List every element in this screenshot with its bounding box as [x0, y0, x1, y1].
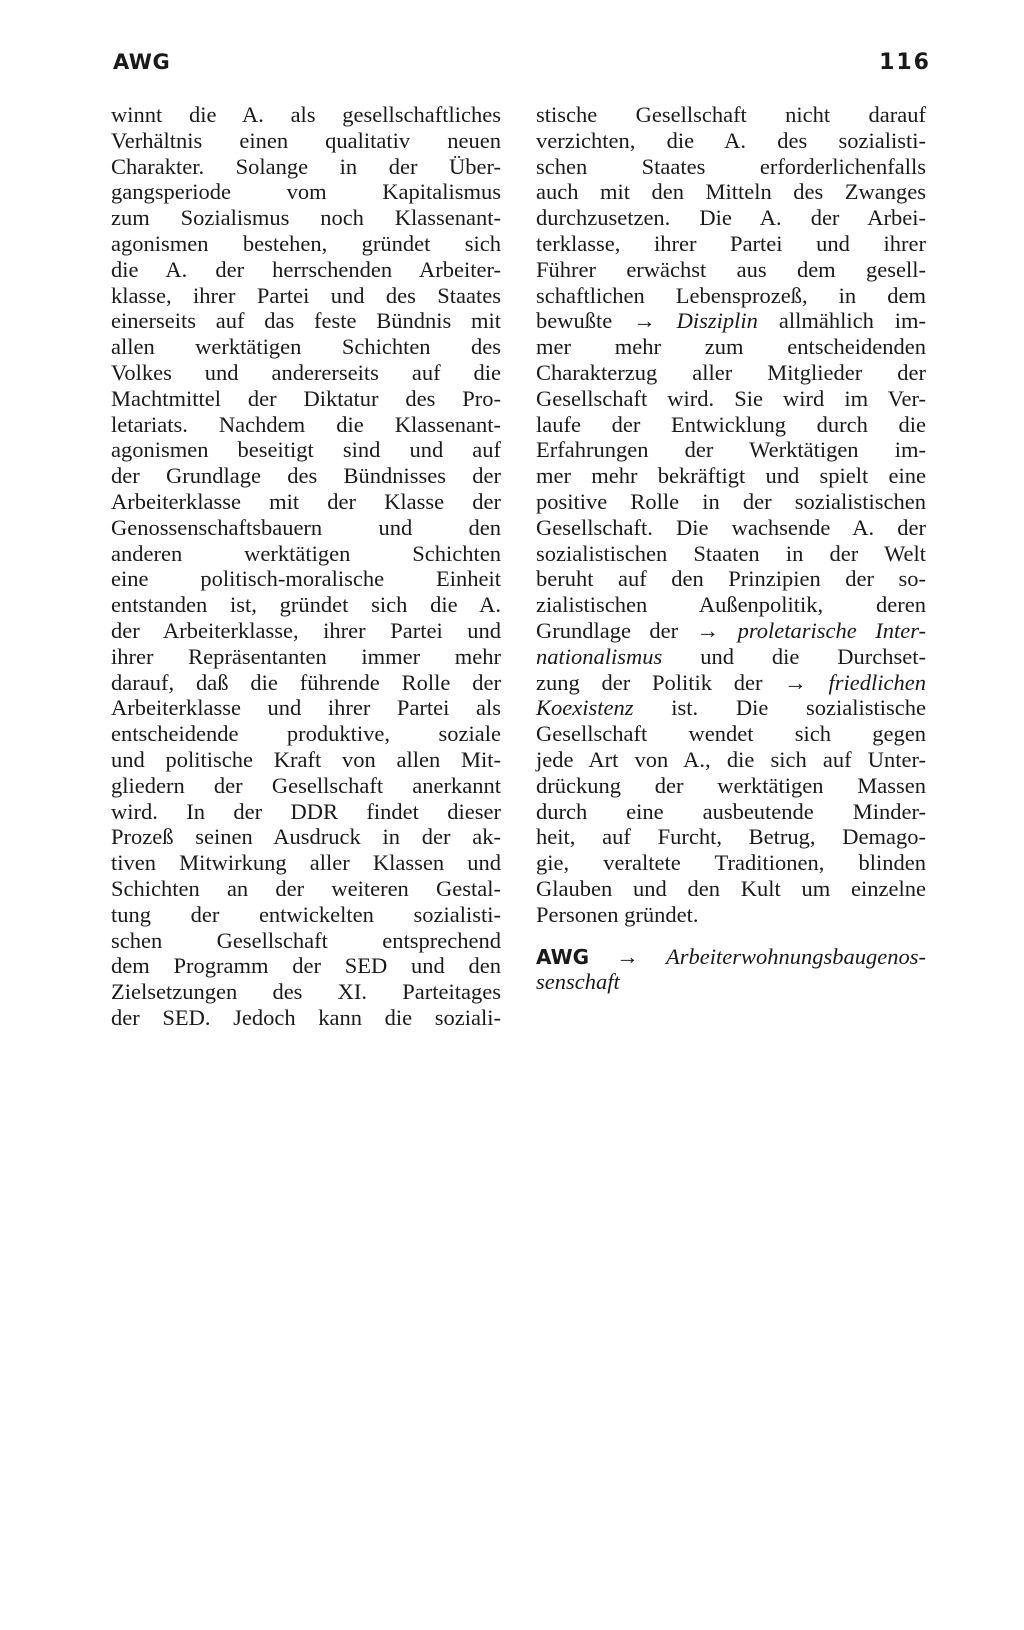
text-line: [536, 644, 926, 670]
line-fragment: ist. Die sozialistische: [671, 695, 927, 721]
text-line: schen Staates erforderlichenfalls: [536, 153, 926, 179]
text-line: anderen werktätigen Schichten: [111, 540, 501, 566]
text-line: ihrer Repräsentanten immer mehr: [111, 643, 501, 669]
text-line: die A. der herrschenden Arbeiter-: [111, 256, 501, 282]
running-head: AWG: [113, 50, 171, 74]
text-line: Führer erwächst aus dem gesell-: [536, 256, 926, 282]
text-line: Gesellschaft. Die wachsende A. der: [536, 514, 926, 540]
line-fragment: zung der Politik der: [536, 669, 763, 695]
text-line: tiven Mitwirkung aller Klassen und: [111, 850, 501, 876]
text-line: Charakter. Solange in der Über-: [111, 153, 501, 179]
page-header: [113, 50, 931, 82]
text-line: laufe der Entwicklung durch die: [536, 411, 926, 437]
text-line: positive Rolle in der sozialistischen: [536, 488, 926, 514]
text-line: jede Art von A., die sich auf Unter-: [536, 746, 926, 772]
text-line: schen Gesellschaft entsprechend: [111, 927, 501, 953]
line-fragment: bewußte: [536, 308, 613, 334]
text-line: stische Gesellschaft nicht darauf: [536, 102, 926, 127]
text-line: Charakterzug aller Mitglieder der: [536, 359, 926, 385]
text-line: entstanden ist, gründet sich die A.: [111, 592, 501, 618]
text-line: Erfahrungen der Werktätigen im-: [536, 437, 926, 463]
text-line: [536, 695, 926, 721]
text-line: eine politisch-moralische Einheit: [111, 566, 501, 592]
left-column: [111, 102, 501, 1031]
entry-line: [536, 944, 926, 970]
text-line: tung der entwickelten sozialisti-: [111, 901, 501, 927]
text-line: entscheidende produktive, soziale: [111, 721, 501, 747]
text-line: darauf, daß die führende Rolle der: [111, 669, 501, 695]
text-line: heit, auf Furcht, Betrug, Demago-: [536, 824, 926, 850]
text-line: drückung der werktätigen Massen: [536, 772, 926, 798]
text-line: und politische Kraft von allen Mit-: [111, 746, 501, 772]
text-line: [536, 618, 926, 644]
text-line: agonismen bestehen, gründet sich: [111, 230, 501, 256]
cross-reference-arbeiterwohnungsbaugenossenschaft-cont[interactable]: senschaft: [536, 969, 620, 995]
right-column: [536, 102, 926, 995]
text-line: auch mit den Mitteln des Zwanges: [536, 179, 926, 205]
text-line: gie, veraltete Traditionen, blinden: [536, 850, 926, 876]
text-line: zialistischen Außenpolitik, deren: [536, 592, 926, 618]
text-line: Volkes und andererseits auf die: [111, 359, 501, 385]
text-line: allen werktätigen Schichten des: [111, 334, 501, 360]
text-line: dem Programm der SED und den: [111, 953, 501, 979]
text-line: Prozeß seinen Ausdruck in der ak-: [111, 824, 501, 850]
text-line: mer mehr bekräftigt und spielt eine: [536, 463, 926, 489]
text-line: zum Sozialismus noch Klassenant-: [111, 205, 501, 231]
text-line: Gesellschaft wendet sich gegen: [536, 721, 926, 747]
text-line: sozialistischen Staaten in der Welt: [536, 540, 926, 566]
text-line: gangsperiode vom Kapitalismus: [111, 179, 501, 205]
entry-line: [536, 969, 926, 995]
text-line: Arbeiterklasse und ihrer Partei als: [111, 695, 501, 721]
text-line: [536, 670, 926, 696]
text-line: der Grundlage des Bündnisses der: [111, 463, 501, 489]
line-fragment: Grundlage der: [536, 617, 679, 643]
text-line: letariats. Nachdem die Klassenant-: [111, 411, 501, 437]
cross-reference-koexistenz-cont[interactable]: Koexistenz: [536, 695, 634, 721]
text-line: winnt die A. als gesellschaftliches: [111, 102, 501, 127]
text-line: beruht auf den Prinzipien der so-: [536, 566, 926, 592]
text-line: Glauben und den Kult um einzelne: [536, 875, 926, 901]
text-line: [536, 308, 926, 334]
text-line: agonismen beseitigt sind und auf: [111, 437, 501, 463]
text-line: Genossenschaftsbauern und den: [111, 514, 501, 540]
dictionary-entry-awg: [536, 944, 926, 996]
cross-reference-internationalismus[interactable]: → proletarische Inter-: [696, 617, 926, 643]
text-line: verzichten, die A. des sozialisti-: [536, 127, 926, 153]
text-line: Gesellschaft wird. Sie wird im Ver-: [536, 385, 926, 411]
page-number: 116: [879, 50, 931, 75]
cross-reference-internationalismus-cont[interactable]: nationalismus: [536, 643, 663, 669]
text-line: schaftlichen Lebensprozeß, in dem: [536, 282, 926, 308]
cross-reference-disziplin[interactable]: → Disziplin: [633, 308, 758, 334]
text-line: klasse, ihrer Partei und des Staates: [111, 282, 501, 308]
arrow-icon: →: [616, 943, 639, 969]
text-line: der SED. Jedoch kann die soziali-: [111, 1004, 501, 1030]
line-fragment: und die Durchset-: [700, 643, 926, 669]
text-line: Machtmittel der Diktatur des Pro-: [111, 385, 501, 411]
cross-reference-arbeiterwohnungsbaugenossenschaft[interactable]: Arbeiterwohnungsbaugenos-: [666, 943, 927, 969]
text-line: einerseits auf das feste Bündnis mit: [111, 308, 501, 334]
text-line: durchzusetzen. Die A. der Arbei-: [536, 205, 926, 231]
text-line: durch eine ausbeutende Minder-: [536, 798, 926, 824]
line-fragment: allmählich im-: [778, 308, 927, 334]
text-line: Verhältnis einen qualitativ neuen: [111, 127, 501, 153]
text-line: der Arbeiterklasse, ihrer Partei und: [111, 617, 501, 643]
entry-term: AWG: [536, 944, 590, 969]
text-line: wird. In der DDR findet dieser: [111, 798, 501, 824]
cross-reference-koexistenz[interactable]: → friedlichen: [784, 669, 926, 695]
text-line: gliedern der Gesellschaft anerkannt: [111, 772, 501, 798]
text-line: Zielsetzungen des XI. Parteitages: [111, 979, 501, 1005]
text-line: Schichten an der weiteren Gestal-: [111, 875, 501, 901]
text-line: terklasse, ihrer Partei und ihrer: [536, 230, 926, 256]
text-line: Personen gründet.: [536, 901, 699, 927]
text-line: Arbeiterklasse mit der Klasse der: [111, 488, 501, 514]
text-line: mer mehr zum entscheidenden: [536, 334, 926, 360]
